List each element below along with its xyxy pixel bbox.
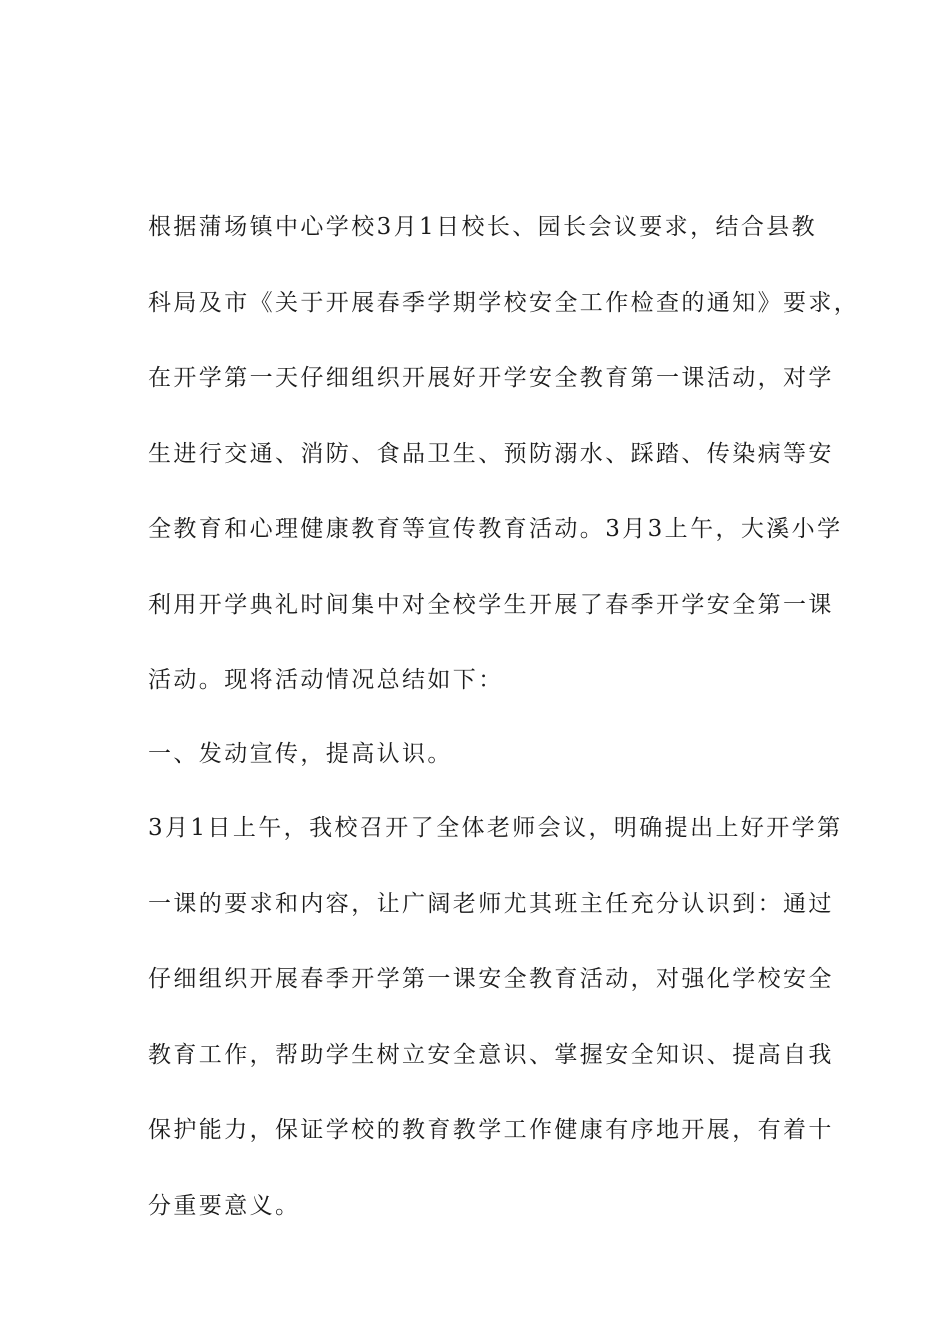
- text-line: 根据蒲场镇中心学校3月1日校长、园长会议要求，结合县教: [148, 214, 818, 240]
- text-line: 3月1日上午，我校召开了全体老师会议，明确提出上好开学第: [148, 815, 843, 841]
- text-line: 一课的要求和内容，让广阔老师尤其班主任充分认识到：通过: [148, 891, 834, 917]
- text-line: 生进行交通、消防、食品卫生、预防溺水、踩踏、传染病等安: [148, 441, 834, 467]
- text-line: 分重要意义。: [148, 1193, 301, 1219]
- text-line: 仔细组织开展春季开学第一课安全教育活动，对强化学校安全: [148, 966, 834, 992]
- text-line: 全教育和心理健康教育等宣传教育活动。3月3上午，大溪小学: [148, 516, 843, 542]
- text-line: 科局及市《关于开展春季学期学校安全工作检查的通知》要求，: [148, 290, 860, 316]
- text-line: 保护能力，保证学校的教育教学工作健康有序地开展，有着十: [148, 1117, 834, 1143]
- text-line: 活动。现将活动情况总结如下：: [148, 667, 504, 693]
- text-line: 利用开学典礼时间集中对全校学生开展了春季开学安全第一课: [148, 592, 834, 618]
- text-line: 在开学第一天仔细组织开展好开学安全教育第一课活动，对学: [148, 365, 834, 391]
- text-line: 教育工作，帮助学生树立安全意识、掌握安全知识、提高自我: [148, 1042, 834, 1068]
- section-heading: 一、发动宣传，提高认识。: [148, 741, 453, 767]
